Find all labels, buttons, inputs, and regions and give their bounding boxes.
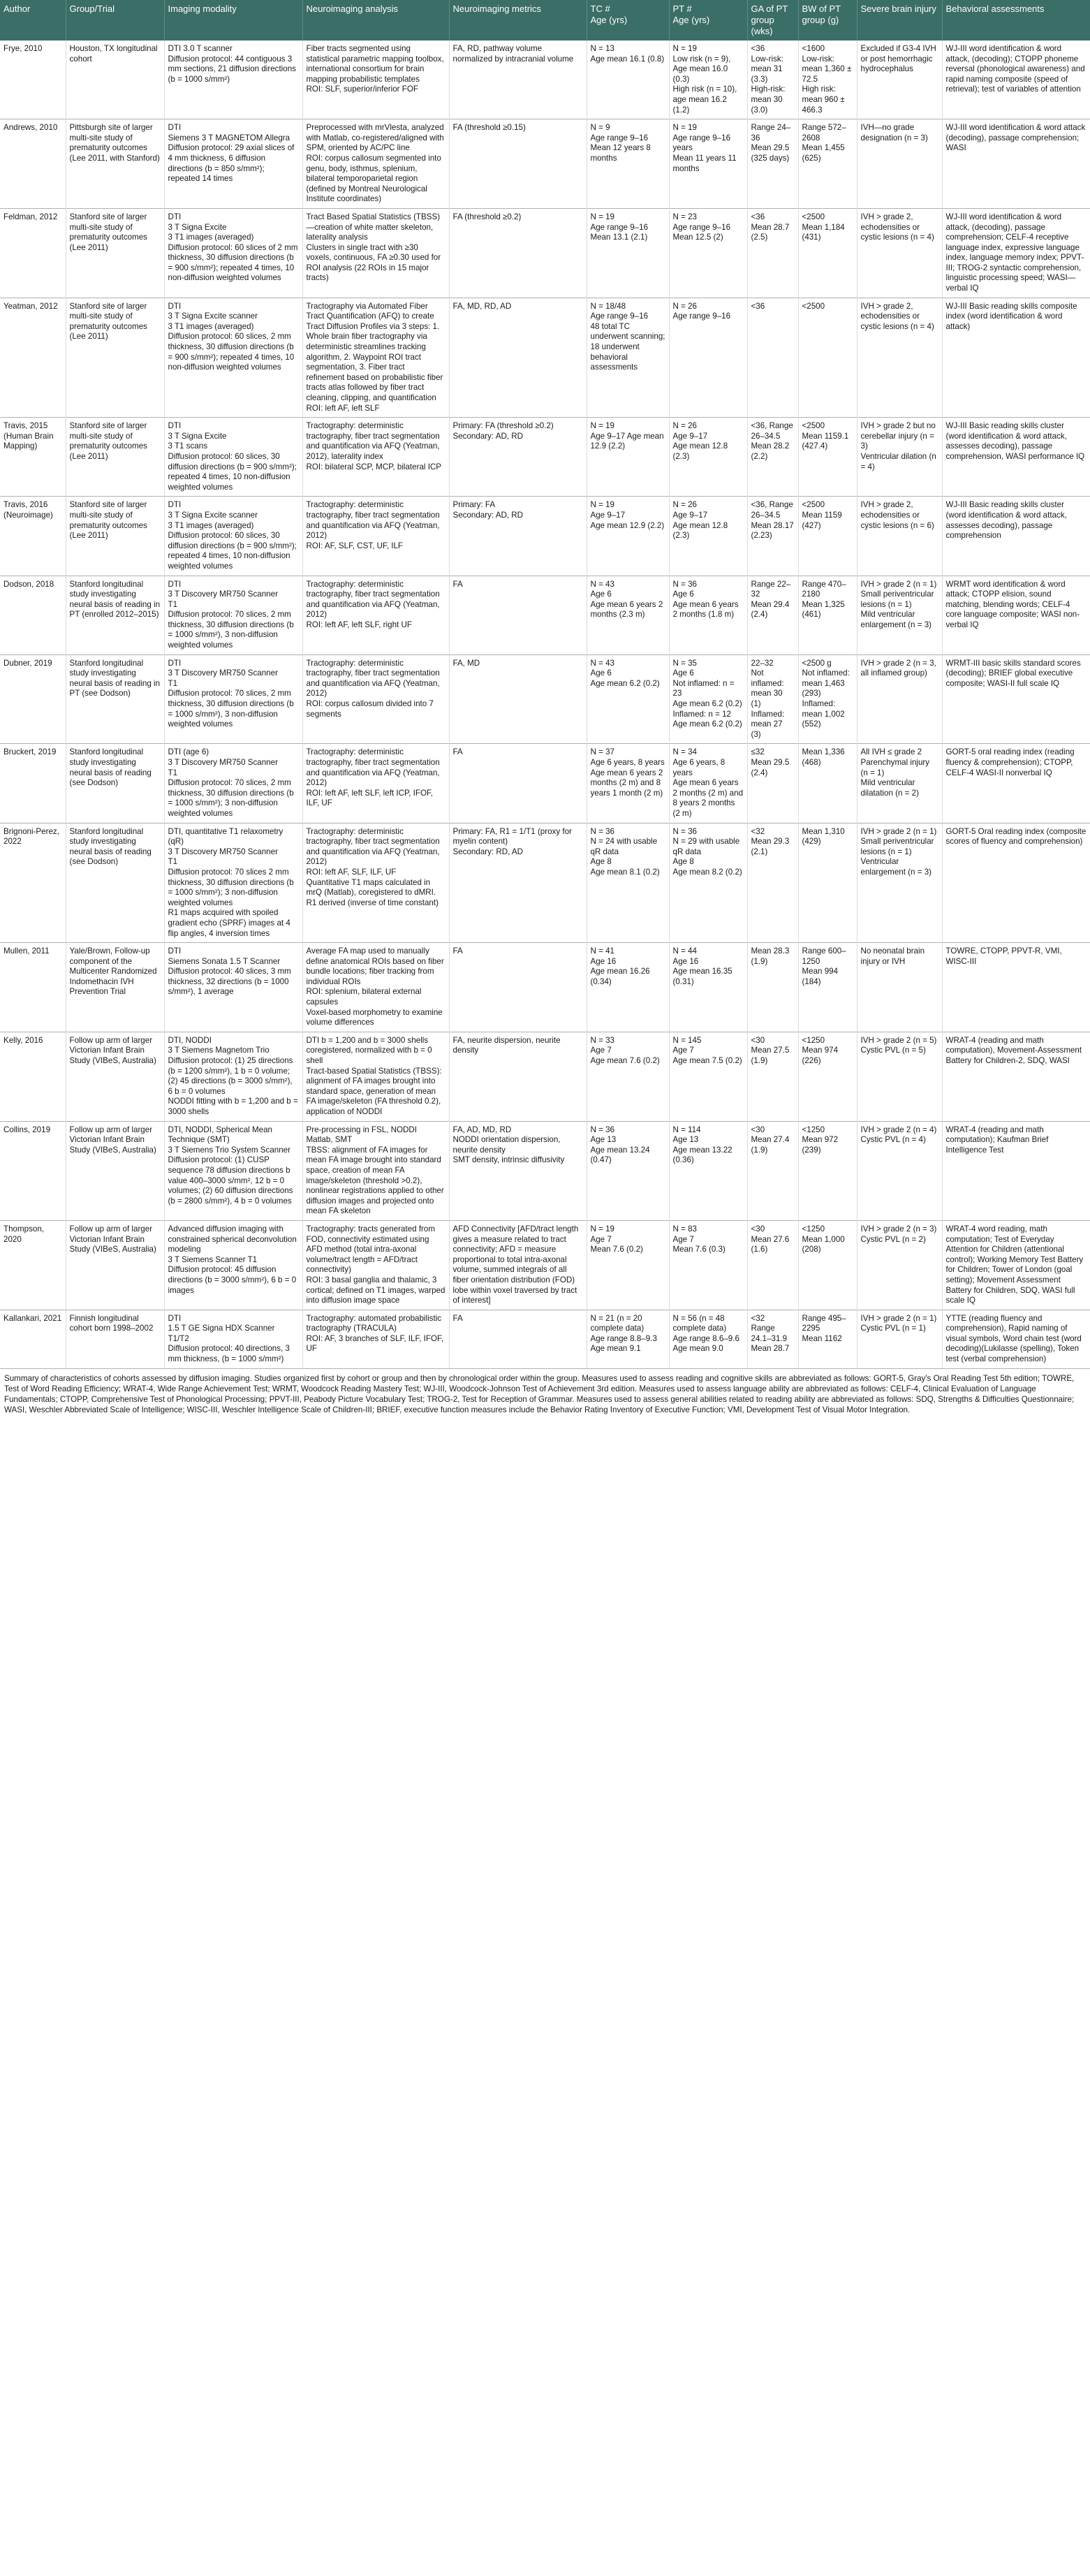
table-cell: <2500 Mean 1,184 (431)	[798, 208, 857, 298]
table-cell: <32 Mean 29.3 (2.1)	[747, 823, 798, 943]
table-cell: N = 19 Low risk (n = 9), Age mean 16.0 (0.3) High risk (n = 10), age mean 16.2 (1.2)	[669, 41, 747, 119]
table-cell: N = 19 Age 7 Mean 7.6 (0.2)	[587, 1220, 669, 1310]
table-row	[0, 1220, 1090, 1310]
table-cell: Mean 1,336 (468)	[798, 744, 857, 823]
table-row	[0, 654, 1090, 744]
table-cell: N = 19 Age 9–17 Age mean 12.9 (2.2)	[587, 497, 669, 576]
table-cell: Brignoni-Perez, 2022	[0, 823, 66, 943]
table-cell: FA, neurite dispersion, neurite density	[449, 1032, 587, 1121]
table-cell: All IVH ≤ grade 2 Parenchymal injury (n = 1) Mild ventricular dilatation (n = 2)	[857, 744, 942, 823]
table-cell: WJ-III Basic reading skills cluster (word identification & word attack, assesses decoding), passage comprehension, WASI performance IQ	[942, 418, 1090, 497]
table-cell: Stanford site of larger multi-site study of prematurity outcomes (Lee 2011)	[66, 208, 164, 298]
table-cell: <1250 Mean 972 (239)	[798, 1121, 857, 1220]
table-row	[0, 298, 1090, 418]
table-cell: DTI b = 1,200 and b = 3000 shells coregistered, normalized with b = 0 shell Tract-based Spatial Statistics (TBSS): alignment of FA images brought into standard space, generation of mean FA image/skeleton (FA threshold 0.2), application of NODDI	[302, 1032, 449, 1121]
table-cell: DTI 1.5 T GE Signa HDX Scanner T1/T2 Diffusion protocol: 40 directions, 3 mm thickness, (b = 1000 s/mm²)	[164, 1310, 302, 1368]
table-cell: Yeatman, 2012	[0, 298, 66, 418]
table-cell: Range 600–1250 Mean 994 (184)	[798, 943, 857, 1032]
table-cell: N = 19 Age 9–17 Age mean 12.9 (2.2)	[587, 418, 669, 497]
table-cell: Tractography: deterministic tractography, fiber tract segmentation and quantification via AFQ (Yeatman, 2012) ROI: left AF, left SLF, left ICP, IFOF, ILF, UF	[302, 744, 449, 823]
table-cell: Stanford site of larger multi-site study of prematurity outcomes (Lee 2011)	[66, 298, 164, 418]
table-cell: Preprocessed with mrVlesta, analyzed with Matlab, co-registered/aligned with SPM, oriented by AC/PC line ROI: corpus callosum segmented into genu, body, isthmus, splenium, bilateral temporoparietal region (defined by Montreal Neurological Institute coordinates)	[302, 119, 449, 209]
table-cell: FA	[449, 744, 587, 823]
table-cell: WJ-III word identification & word attack (decoding), passage comprehension; WASI	[942, 119, 1090, 209]
table-cell: N = 43 Age 6 Age mean 6 years 2 months (2.3 m)	[587, 576, 669, 654]
table-cell: FA (threshold ≥0.2)	[449, 208, 587, 298]
table-cell: Kallankari, 2021	[0, 1310, 66, 1368]
table-cell: WRAT-4 (reading and math computation); Kaufman Brief Intelligence Test	[942, 1121, 1090, 1220]
table-cell: DTI 3.0 T scanner Diffusion protocol: 44 contiguous 3 mm sections, 21 diffusion directions (b = 1000 s/mm²)	[164, 41, 302, 119]
table-cell: N = 83 Age 7 Mean 7.6 (0.3)	[669, 1220, 747, 1310]
table-cell: N = 9 Age range 9–16 Mean 12 years 8 months	[587, 119, 669, 209]
table-cell: Follow up arm of larger Victorian Infant Brain Study (VIBeS, Australia)	[66, 1121, 164, 1220]
table-cell: 22–32 Not inflamed: mean 30 (1) Inflamed: mean 27 (3)	[747, 654, 798, 744]
table-cell: FA	[449, 576, 587, 654]
table-cell: Stanford site of larger multi-site study of prematurity outcomes (Lee 2011)	[66, 418, 164, 497]
table-cell: Bruckert, 2019	[0, 744, 66, 823]
table-cell: N = 19 Age range 9–16 years Mean 11 years 11 months	[669, 119, 747, 209]
table-cell: Average FA map used to manually define anatomical ROIs based on fiber bundle locations; fiber tracking from individual ROIs ROI: splenium, bilateral external capsules Voxel-based morphometry to examine volume differences	[302, 943, 449, 1032]
table-cell: DTI 3 T Discovery MR750 Scanner T1 Diffusion protocol: 70 slices, 2 mm thickness, 30 diffusion directions (b = 1000 s/mm²), 3 non-diffusion weighted volumes	[164, 654, 302, 744]
table-cell: N = 21 (n = 20 complete data) Age range 8.8–9.3 Age mean 9.1	[587, 1310, 669, 1368]
table-cell: <36, Range 26–34.5 Mean 28.2 (2.2)	[747, 418, 798, 497]
table-cell: Travis, 2015 (Human Brain Mapping)	[0, 418, 66, 497]
table-cell: IVH > grade 2 (n = 5) Cystic PVL (n = 5)	[857, 1032, 942, 1121]
table-cell: Tractography: automated probabilistic tractography (TRACULA) ROI: AF, 3 branches of SLF, ILF, IFOF, UF	[302, 1310, 449, 1368]
table-cell: DTI 3 T Signa Excite scanner 3 T1 images (averaged) Diffusion protocol: 60 slices, 30 diffusion directions (b = 900 s/mm²); repeated 4 times, 10 non-diffusion weighted volumes	[164, 497, 302, 576]
table-cell: N = 26 Age 9–17 Age mean 12.8 (2.3)	[669, 418, 747, 497]
table-cell: Houston, TX longitudinal cohort	[66, 41, 164, 119]
table-row	[0, 576, 1090, 654]
table-cell: <1250 Mean 974 (226)	[798, 1032, 857, 1121]
table-cell: No neonatal brain injury or IVH	[857, 943, 942, 1032]
table-cell: <36 Mean 28.7 (2.5)	[747, 208, 798, 298]
table-cell: Stanford longitudinal study investigating neural basis of reading in PT (enrolled 2012–2015)	[66, 576, 164, 654]
table-cell: N = 26 Age 9–17 Age mean 12.8 (2.3)	[669, 497, 747, 576]
table-cell: N = 13 Age mean 16.1 (0.8)	[587, 41, 669, 119]
table-row	[0, 744, 1090, 823]
table-cell: N = 43 Age 6 Age mean 6.2 (0.2)	[587, 654, 669, 744]
table-cell: Stanford longitudinal study investigating neural basis of reading in PT (see Dodson)	[66, 654, 164, 744]
table-cell: DTI 3 T Signa Excite 3 T1 scans Diffusion protocol: 60 slices, 30 diffusion directions (b = 900 s/mm²); repeated 4 times, 10 non-diffusion weighted volumes	[164, 418, 302, 497]
table-cell: N = 37 Age 6 years, 8 years Age mean 6 years 2 months (2 m) and 8 years 1 month (2 m)	[587, 744, 669, 823]
table-cell: Primary: FA Secondary: AD, RD	[449, 497, 587, 576]
table-cell: <36, Range 26–34.5 Mean 28.17 (2.23)	[747, 497, 798, 576]
table-cell: N = 56 (n = 48 complete data) Age range 8.6–9.6 Age mean 9.0	[669, 1310, 747, 1368]
table-cell: IVH > grade 2 (n = 3) Cystic PVL (n = 2)	[857, 1220, 942, 1310]
table-cell: Tractography via Automated Fiber Tract Quantification (AFQ) to create Tract Diffusion Profiles via 3 steps: 1. Whole brain fiber tractography via deterministic streamlines tracking algorithm, 2. Waypoint ROI tract segmentation, 3. Fiber tract refinement based on probabilistic fiber tracts atlas followed by fiber tract cleaning, clipping, and quantification ROI: left AF, left SLF	[302, 298, 449, 418]
table-cell: Tractography: deterministic tractography, fiber tract segmentation and quantification via AFQ (Yeatman, 2012) ROI: left AF, left SLF, right UF	[302, 576, 449, 654]
table-row	[0, 1032, 1090, 1121]
table-cell: N = 18/48 Age range 9–16 48 total TC underwent scanning; 18 underwent behavioral assessments	[587, 298, 669, 418]
table-cell: Mean 28.3 (1.9)	[747, 943, 798, 1032]
table-cell: N = 23 Age range 9–16 Mean 12.5 (2)	[669, 208, 747, 298]
table-cell: AFD Connectivity [AFD/tract length gives a measure related to tract connectivity; AFD = measure proportional to total intra-axonal volume, summed integrals of all fiber orientation distribution (FOD) lobe within voxel traversed by tract of interest]	[449, 1220, 587, 1310]
table-cell: N = 34 Age 6 years, 8 years Age mean 6 years 2 months (2 m) and 8 years 2 months (2 m)	[669, 744, 747, 823]
table-cell: Dubner, 2019	[0, 654, 66, 744]
table-cell: Excluded if G3-4 IVH or post hemorrhagic hydrocephalus	[857, 41, 942, 119]
table-cell: Tractography: deterministic tractography, fiber tract segmentation and quantification via AFQ (Yeatman, 2012) ROI: left AF, SLF, ILF, UF Quantitative T1 maps calculated in mrQ (Matlab), coregistered to dMRI. R1 derived (inverse of time constant)	[302, 823, 449, 943]
table-cell: Mean 1,310 (429)	[798, 823, 857, 943]
table-cell: N = 114 Age 13 Age mean 13.22 (0.36)	[669, 1121, 747, 1220]
column-header: Imaging modality	[164, 0, 302, 41]
table-cell: N = 35 Age 6 Not inflamed: n = 23 Age mean 6.2 (0.2) Inflamed: n = 12 Age mean 6.2 (0.2)	[669, 654, 747, 744]
table-cell: Range 495–2295 Mean 1162	[798, 1310, 857, 1368]
table-cell: FA, MD, RD, AD	[449, 298, 587, 418]
column-header: Severe brain injury	[857, 0, 942, 41]
table-cell: Tractography: deterministic tractography, fiber tract segmentation and quantification via AFQ (Yeatman, 2012) ROI: corpus callosum divided into 7 segments	[302, 654, 449, 744]
table-cell: Stanford longitudinal study investigating neural basis of reading (see Dodson)	[66, 823, 164, 943]
table-cell: IVH > grade 2 (n = 3, all inflamed group)	[857, 654, 942, 744]
table-cell: Finnish longitudinal cohort born 1998–2002	[66, 1310, 164, 1368]
table-cell: Advanced diffusion imaging with constrained spherical deconvolution modeling 3 T Siemens Scanner T1 Diffusion protocol: 45 diffusion directions (b = 3000 s/mm²), 6 b = 0 images	[164, 1220, 302, 1310]
table-cell: Primary: FA (threshold ≥0.2) Secondary: AD, RD	[449, 418, 587, 497]
table-cell: Stanford longitudinal study investigating neural basis of reading (see Dodson)	[66, 744, 164, 823]
table-cell: <2500 Mean 1159.1 (427.4)	[798, 418, 857, 497]
table-row	[0, 418, 1090, 497]
table-row	[0, 823, 1090, 943]
table-row	[0, 1121, 1090, 1220]
table-cell: <2500 g Not inflamed: mean 1,463 (293) Inflamed: mean 1,002 (552)	[798, 654, 857, 744]
table-cell: IVH > grade 2, echodensities or cystic lesions (n = 4)	[857, 208, 942, 298]
table-cell: Yale/Brown, Follow-up component of the Multicenter Randomized Indomethacin IVH Prevention Trial	[66, 943, 164, 1032]
table-cell: WRMT-III basic skills standard scores (decoding); BRIEF global executive composite; WASI-II full scale IQ	[942, 654, 1090, 744]
table-cell: IVH > grade 2 (n = 1) Small periventricular lesions (n = 1) Mild ventricular enlargement (n = 3)	[857, 576, 942, 654]
table-cell: Range 22–32 Mean 29.4 (2.4)	[747, 576, 798, 654]
table-cell: DTI Siemens Sonata 1.5 T Scanner Diffusion protocol: 40 slices, 3 mm thickness, 32 directions (b = 1000 s/mm²), 1 average	[164, 943, 302, 1032]
table-cell: IVH—no grade designation (n = 3)	[857, 119, 942, 209]
table-cell: N = 33 Age 7 Age mean 7.6 (0.2)	[587, 1032, 669, 1121]
table-cell: FA, RD, pathway volume normalized by intracranial volume	[449, 41, 587, 119]
table-cell: Fiber tracts segmented using statistical parametric mapping toolbox, international consortium for brain mapping probabilistic templates ROI: SLF, superior/inferior FOF	[302, 41, 449, 119]
table-row	[0, 41, 1090, 119]
table-cell: N = 36 N = 29 with usable qR data Age 8 Age mean 8.2 (0.2)	[669, 823, 747, 943]
column-header: Neuroimaging metrics	[449, 0, 587, 41]
table-cell: <36	[747, 298, 798, 418]
table-cell: Collins, 2019	[0, 1121, 66, 1220]
table-cell: <1250 Mean 1,000 (208)	[798, 1220, 857, 1310]
table-caption: Summary of characteristics of cohorts assessed by diffusion imaging. Studies organized first by cohort or group and then by chronological order within the group. Measures used to assess reading and cognitive skills are abbreviated as follows: GORT-5, Gray's Oral Reading Test 5th edition; TOWRE, Test of Word Reading Efficiency; WRAT-4, Wide Range Achievement Test; WRMT, Woodcock Reading Mastery Test; WJ-III, Woodcock-Johnson Test of Achievement 3rd edition. Measures used to assess language ability are abbreviated as follows: CELF-4, Clinical Evaluation of Language Fundamentals; CTOPP, Comprehensive Test of Phonological Processing; PPVT-III, Peabody Picture Vocabulary Test; TROG-2, Test for Reception of Grammar. Measures used to assess general abilities related to reading ability are abbreviated as follows: SDQ, Strengths & Difficulties Questionnaire; WASI, Weschler Abbreviated Scale of Intelligence; WISC-III, Weschler Intelligence Scale of Children-III; BRIEF, executive function measures include the Behavior Rating Inventory of Executive Function; VMI, Development Test of Visual Motor Integration.	[0, 1368, 1090, 1415]
table-cell: WRMT word identification & word attack; CTOPP elision, sound matching, blending words; CELF-4 core language composite; WASI non-verbal IQ	[942, 576, 1090, 654]
table-cell: Mullen, 2011	[0, 943, 66, 1032]
column-header: Author	[0, 0, 66, 41]
table-cell: DTI 3 T Discovery MR750 Scanner T1 Diffusion protocol: 70 slices, 2 mm thickness, 30 diffusion directions (b = 1000 s/mm²), 3 non-diffusion weighted volumes	[164, 576, 302, 654]
table-cell: IVH > grade 2, echodensities or cystic lesions (n = 4)	[857, 298, 942, 418]
table-cell: N = 36 Age 13 Age mean 13.24 (0.47)	[587, 1121, 669, 1220]
table-cell: TOWRE, CTOPP, PPVT-R, VMI, WISC-III	[942, 943, 1090, 1032]
table-cell: FA	[449, 1310, 587, 1368]
table-cell: <2500	[798, 298, 857, 418]
table-cell: N = 26 Age range 9–16	[669, 298, 747, 418]
table-cell: Range 24–36 Mean 29.5 (325 days)	[747, 119, 798, 209]
table-cell: Andrews, 2010	[0, 119, 66, 209]
table-cell: N = 19 Age range 9–16 Mean 13.1 (2.1)	[587, 208, 669, 298]
table-cell: <30 Mean 27.6 (1.6)	[747, 1220, 798, 1310]
table-cell: WJ-III Basic reading skills cluster (word identification & word attack, assesses decoding), passage comprehension	[942, 497, 1090, 576]
table-cell: N = 44 Age 16 Age mean 16.35 (0.31)	[669, 943, 747, 1032]
table-row	[0, 1310, 1090, 1368]
column-header: BW of PT group (g)	[798, 0, 857, 41]
table-cell: DTI, NODDI, Spherical Mean Technique (SMT) 3 T Siemens Trio System Scanner Diffusion protocol: (1) CUSP sequence 78 diffusion directions b value 400–3000 s/mm², 12 b = 0 volumes; (2) 60 diffusion directions (b = 2800 s/mm²), 4 b = 0 volumes	[164, 1121, 302, 1220]
table-cell: Stanford site of larger multi-site study of prematurity outcomes (Lee 2011)	[66, 497, 164, 576]
table-cell: WJ-III word identification & word attack, (decoding); CTOPP phoneme reversal (phonological awareness) and rapid naming composite (speed of retrieval); test of variables of attention	[945, 44, 1085, 94]
table-cell: N = 36 N = 24 with usable qR data Age 8 Age mean 8.1 (0.2)	[587, 823, 669, 943]
table-cell: DTI Siemens 3 T MAGNETOM Allegra Diffusion protocol: 29 axial slices of 4 mm thickness, 6 diffusion directions (b = 850 s/mm²); repeated 14 times	[164, 119, 302, 209]
table-cell: DTI, NODDI 3 T Siemens Magnetom Trio Diffusion protocol: (1) 25 directions (b = 1200 s/mm²), 1 b = 0 volume; (2) 45 directions (b = 3000 s/mm²), 6 b = 0 volumes NODDI fitting with b = 1,200 and b = 3000 shells	[164, 1032, 302, 1121]
column-header: TC # Age (yrs)	[587, 0, 669, 41]
table-cell: GORT-5 oral reading index (reading fluency & comprehension); CTOPP, CELF-4 WASI-II nonverbal IQ	[942, 744, 1090, 823]
table-cell: WRAT-4 (reading and math computation), Movement-Assessment Battery for Children-2, SDQ, WASI	[942, 1032, 1090, 1121]
table-cell: Pittsburgh site of larger multi-site study of prematurity outcomes (Lee 2011, with Stanford)	[66, 119, 164, 209]
table-cell: IVH > grade 2 (n = 4) Cystic PVL (n = 4)	[857, 1121, 942, 1220]
table-cell: Feldman, 2012	[0, 208, 66, 298]
table-cell: Tractography: deterministic tractography, fiber tract segmentation and quantification via AFQ (Yeatman, 2012), laterality index ROI: bilateral SCP, MCP, bilateral ICP	[302, 418, 449, 497]
table-cell: DTI, quantitative T1 relaxometry (qR) 3 T Discovery MR750 Scanner T1 Diffusion protocol: 70 slices 2 mm thickness, 30 diffusion directions (b = 1000 s/mm²); 3 non-diffusion weighted volumes R1 maps acquired with spoiled gradient echo (SPRF) images at 4 flip angles, 4 inversion times	[164, 823, 302, 943]
table-row	[0, 497, 1090, 576]
table-cell: N = 145 Age 7 Age mean 7.5 (0.2)	[669, 1032, 747, 1121]
table-cell: WJ-III Basic reading skills composite index (word identification & word attack)	[942, 298, 1090, 418]
table-cell: Follow up arm of larger Victorian Infant Brain Study (VIBeS, Australia)	[66, 1220, 164, 1310]
column-header: Neuroimaging analysis	[302, 0, 449, 41]
table-cell: <30 Mean 27.5 (1.9)	[747, 1032, 798, 1121]
column-header: Group/Trial	[66, 0, 164, 41]
table-cell: <30 Mean 27.4 (1.9)	[747, 1121, 798, 1220]
table-cell: DTI 3 T Signa Excite scanner 3 T1 images (averaged) Diffusion protocol: 60 slices, 2 mm thickness, 30 diffusion directions (b = 900 s/mm²); repeated 4 times, 10 non-diffusion weighted volumes	[164, 298, 302, 418]
table-cell: DTI 3 T Signa Excite 3 T1 images (averaged) Diffusion protocol: 60 slices of 2 mm thickness, 30 diffusion directions (b = 900 s/mm²); repeated 4 times, 10 non-diffusion weighted volumes	[164, 208, 302, 298]
table-cell: IVH > grade 2 (n = 1) Small periventricular lesions (n = 1) Ventricular enlargement (n = 3)	[857, 823, 942, 943]
table-cell: <36 Low-risk: mean 31 (3.3) High-risk: mean 30 (3.0)	[747, 41, 798, 119]
table-cell: Travis, 2016 (Neuroimage)	[0, 497, 66, 576]
table-cell: <2500 Mean 1159 (427)	[798, 497, 857, 576]
table-cell: GORT-5 Oral reading index (composite scores of fluency and comprehension)	[942, 823, 1090, 943]
table-cell: YTTE (reading fluency and comprehension), Rapid naming of visual symbols, Word chain test (word decoding)(Lukilasse (spelling), Token test (verbal comprehension)	[942, 1310, 1090, 1368]
table-cell: ≤32 Mean 29.5 (2.4)	[747, 744, 798, 823]
column-header: PT # Age (yrs)	[669, 0, 747, 41]
table-row	[0, 943, 1090, 1032]
table-cell: N = 41 Age 16 Age mean 16.26 (0.34)	[587, 943, 669, 1032]
table-cell: <1600 Low-risk: mean 1,360 ± 72.5 High risk: mean 960 ± 466.3	[798, 41, 857, 119]
table-row	[0, 119, 1090, 209]
table-cell: Primary: FA, R1 = 1/T1 (proxy for myelin content) Secondary: RD, AD	[449, 823, 587, 943]
table-cell: DTI (age 6) 3 T Discovery MR750 Scanner T1 Diffusion protocol: 70 slices, 2 mm thickness, 30 diffusion directions (b = 1000 s/mm²); 3 non-diffusion weighted volumes	[164, 744, 302, 823]
table-cell: FA, AD, MD, RD NODDI orientation dispersion, neurite density SMT density, intrinsic diffusivity	[449, 1121, 587, 1220]
table-cell: N = 36 Age 6 Age mean 6 years 2 months (1.8 m)	[669, 576, 747, 654]
table-cell: Thompson, 2020	[0, 1220, 66, 1310]
table-cell: Range 572–2608 Mean 1,455 (625)	[798, 119, 857, 209]
column-header: Behavioral assessments	[942, 0, 1090, 41]
table-cell: Tractography: deterministic tractography, fiber tract segmentation and quantification via AFQ (Yeatman, 2012) ROI: AF, SLF, CST, UF, ILF	[302, 497, 449, 576]
table-cell: Frye, 2010	[0, 41, 66, 119]
table-cell: IVH > grade 2 but no cerebellar injury (n = 3) Ventricular dilation (n = 4)	[857, 418, 942, 497]
column-header: GA of PT group (wks)	[747, 0, 798, 41]
table-body	[0, 41, 1090, 1368]
table-cell: Follow up arm of larger Victorian Infant Brain Study (VIBeS, Australia)	[66, 1032, 164, 1121]
table-cell: IVH > grade 2, echodensities or cystic lesions (n = 6)	[857, 497, 942, 576]
table-cell: WJ-III word identification & word attack, (decoding), passage comprehension; CELF-4 receptive language index, expressive language index, language memory index; PPVT-III; TROG-2 syntactic comprehension, linguistic processing speed; WASI—verbal IQ	[942, 208, 1090, 298]
table-cell: FA (threshold ≥0.15)	[449, 119, 587, 209]
table-row	[0, 208, 1090, 298]
table-cell: Range 470–2180 Mean 1,325 (461)	[798, 576, 857, 654]
table-cell: WRAT-4 word reading, math computation; Test of Everyday Attention for Children (attentional control); Working Memory Test Battery for Children; Tower of London (goal setting); Movement Assessment Battery for Children, SDQ, WASI full scale IQ	[942, 1220, 1090, 1310]
table-cell: FA, MD	[449, 654, 587, 744]
table-header-row	[0, 0, 1090, 41]
table-cell: <32 Range 24.1–31.9 Mean 28.7	[747, 1310, 798, 1368]
table-cell: FA	[449, 943, 587, 1032]
table-cell: Dodson, 2018	[0, 576, 66, 654]
table-cell: Kelly, 2016	[0, 1032, 66, 1121]
table-cell: Pre-processing in FSL, NODDI Matlab, SMT TBSS: alignment of FA images for mean FA image brought into standard space, creation of mean FA image/skeleton (threshold >0.2), nonlinear registrations applied to other diffusion images and projected onto mean FA skeleton	[302, 1121, 449, 1220]
table-cell: Tract Based Spatial Statistics (TBSS)—creation of white matter skeleton, laterality analysis Clusters in single tract with ≥30 voxels, continuous, FA ≥0.30 used for ROI analysis (22 ROIs in 15 major tracts)	[302, 208, 449, 298]
table-cell: IVH > grade 2 (n = 1) Cystic PVL (n = 1)	[857, 1310, 942, 1368]
table-cell: Tractography: tracts generated from FOD, connectivity estimated using AFD method (total intra-axonal volume/tract length = AFD/tract connectivity) ROI: 3 basal ganglia and thalamic, 3 cortical; defined on T1 images, warped into diffusion image space	[302, 1220, 449, 1310]
